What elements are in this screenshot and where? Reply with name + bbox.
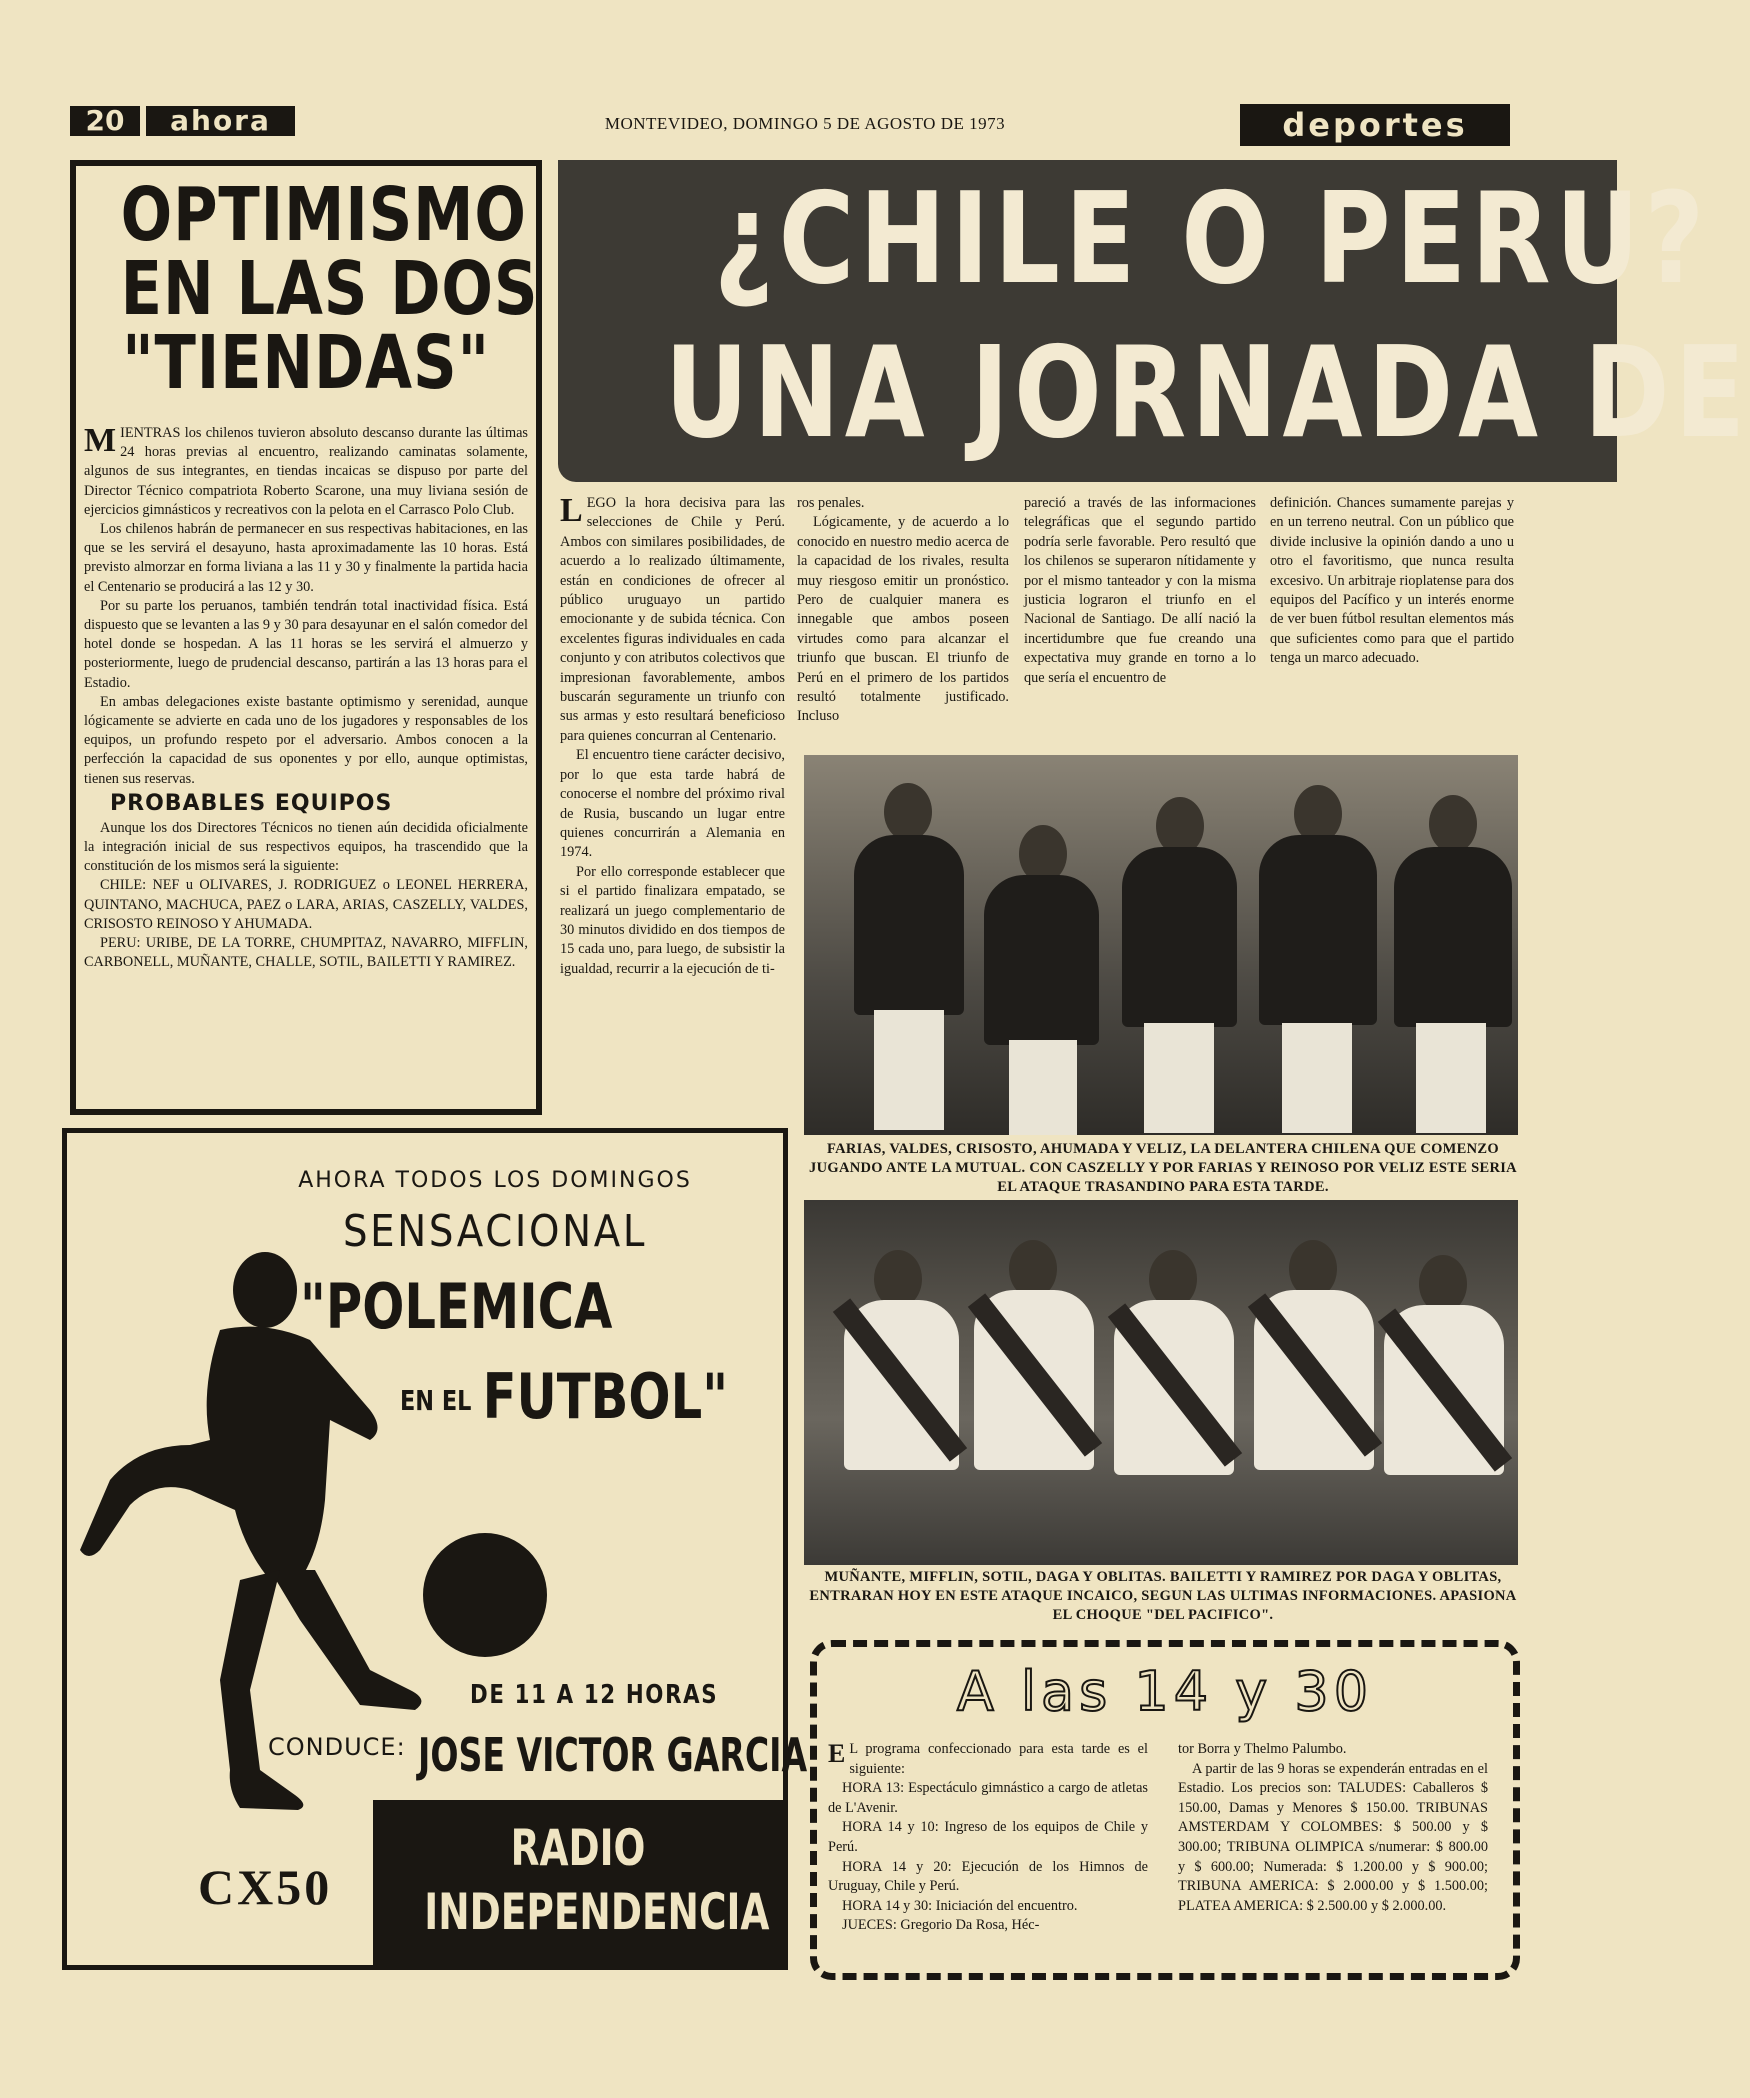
ad-sensacional: SENSACIONAL [342,1206,648,1257]
publication-name: ahora [140,106,295,136]
ad-title-prefix: EN EL [400,1384,472,1418]
paragraph: pareció a través de las informaciones telegráficas que el segundo partido podría serle favorable. Pero resultó que los chilenos se superaron nítidamente y por el mismo tanteador y con la misma justicia lograron el triunfo en el Nacional de Santiago. De allí nació la incertidumbre que fue creando una expectativa muy grande en torno a lo que sería el encuentro de [1024,495,1256,686]
ad-program-title-line-2: EN EL FUTBOL" [400,1360,729,1433]
paragraph: MIENTRAS los chilenos tuvieron absoluto descanso durante las últimas 24 horas previas al encuentro, realizando caminatas solamente, algunos de sus integrantes, en tiendas incaicas se dispuso por parte del Director Técnico compatriota Roberto Scarone, una muy liviana sesión de ejercicios gimnásticos y recreativos con la pelota en el Carrasco Polo Club. [84,422,528,518]
paragraph: definición. Chances sumamente parejas y en un terreno neutral. Con un público que divide inclusive la opinión dando a uno u otro el favoritismo, que nunca resulta excesivo. Un arbitraje rioplatense para dos equipos del Pacífico y un interés enorme de ver buen fútbol resultan elementos más que suficientes como para que el partido tenga un marco adecuado. [1270,495,1514,667]
paragraph: El encuentro tiene carácter decisivo, por lo que esta tarde habrá de conocerse el nombre del próximo rival de Rusia, buscando un lugar entre quienes concurrirán a Alemania en 1974. [560,747,785,861]
player-legs [1144,1023,1214,1133]
schedule-item: HORA 14 y 10: Ingreso de los equipos de Chile y Perú. [828,1819,1148,1855]
program-title: A las 14 y 30 [956,1660,1374,1723]
photo-peru-forwards [804,1200,1518,1565]
paragraph: Los chilenos habrán de permanecer en sus respectivas habitaciones, en las que se les servirá el desayuno, hasta aproximadamente las 10 horas. Está previsto almorzar en forma liviana a las 11 y 30 y finalmente la partida hacia el Centenario se producirá a las 12 y 30. [84,521,528,595]
program-column-2 [1178,1740,1488,1916]
left-article-title [120,172,539,406]
player-legs [874,1010,944,1130]
main-article-column-2 [797,494,1009,727]
player-legs [1416,1023,1486,1133]
schedule-item: HORA 13: Espectáculo gimnástico a cargo de atletas de L'Avenir. [828,1780,1148,1816]
photo-caption-peru: MUÑANTE, MIFFLIN, SOTIL, DAGA Y OBLITAS. BAILETTI Y RAMIREZ POR DAGA Y OBLITAS, ENTRARAN HOY EN ESTE ATAQUE INCAICO, SEGUN LAS ULTIMAS INFORMACIONES. APASIONA EL CHOQUE "DEL PACIFICO". [809,1569,1517,1623]
ad-station-name [373,1816,783,1944]
title-line-1: OPTIMISMO [120,172,527,258]
player-legs [1009,1040,1077,1135]
paragraph: Por ello corresponde establecer que si el partido finalizara empatado, se realizará un juego complementario de 30 minutos dividido en dos tiempos de 15 cada uno, para luego, de subsistir la igualdad, recurrir a la ejecución de ti- [560,863,785,977]
player-figure [854,835,964,1015]
paragraph: Aunque los dos Directores Técnicos no tienen aún decidida oficialmente la integración inicial de sus respectivos equipos, ha trascendido que la constitución de los mismos será la siguiente: [84,819,528,875]
drop-cap: E [828,1739,846,1768]
headline-banner [558,160,1750,482]
player-head [884,783,932,841]
subheading: PROBABLES EQUIPOS [110,790,393,816]
paragraph: LEGO la hora decisiva para las selecciones de Chile y Perú. Ambos con similares posibilidades, de acuerdo a lo realizado últimamente, están en condiciones de ofrecer al público uruguayo un partido emocionante y de subida técnica. Con excelentes figuras individuales en cada conjunto y con atributos colectivos que impresionan favorablemente, ambos buscarán seguramente un triunfo con sus armas y esto resultará beneficioso para quienes concurran al Centenario. [560,492,785,744]
paragraph: ros penales. [797,495,865,511]
paragraph: PERU: URIBE, DE LA TORRE, CHUMPITAZ, NAVARRO, MIFFLIN, CARBONELL, MUÑANTE, CHALLE, SOTIL, BAILETTI Y RAMIREZ. [84,935,528,971]
left-article-body [84,424,528,972]
drop-cap: M [84,422,117,459]
photo-caption-chile: FARIAS, VALDES, CRISOSTO, AHUMADA Y VELIZ, LA DELANTERA CHILENA QUE COMENZO JUGANDO ANTE LA MUTUAL. CON CASZELLY Y POR FARIAS Y REINOSO POR VELIZ ESTE SERIA EL ATAQUE TRASANDINO PARA ESTA TARDE. [809,1141,1517,1195]
title-line-2: EN LAS DOS [120,246,539,332]
dateline: MONTEVIDEO, DOMINGO 5 DE AGOSTO DE 1973 [604,114,1006,133]
page-number: 20 [70,106,140,136]
player-figure [1259,835,1377,1025]
ad-host-name: JOSE VICTOR GARCIA [418,1728,808,1782]
paragraph: tor Borra y Thelmo Palumbo. [1178,1741,1347,1757]
ad-station-callsign: CX50 [198,1859,333,1915]
ad-program-title-line-1: "POLEMICA [300,1270,613,1343]
paragraph: Por su parte los peruanos, también tendrán total inactividad física. Está dispuesto que se levanten a las 9 y 30 para desayunar en el salón comedor del hotel donde se hospedan. A las 11 horas se les servirá el almuerzo y posteriormente, luego de prudencial descanso, partirán a las 13 horas para el Estadio. [84,597,528,691]
ad-station-line-2: INDEPENDENCIA [424,1883,770,1941]
soccer-player-silhouette-icon [70,1250,550,1810]
paragraph: CHILE: NEF u OLIVARES, J. RODRIGUEZ o LEONEL HERRERA, QUINTANO, MACHUCA, PAEZ o LARA, ARIAS, CASZELLY, VALDES, CRISOSTO REINOSO Y AHUMADA. [84,877,528,932]
schedule-item: HORA 14 y 20: Ejecución de los Himnos de Uruguay, Chile y Perú. [828,1858,1148,1895]
referees: JUECES: Gregorio Da Rosa, Héc- [842,1917,1040,1934]
main-article-column-4 [1270,494,1514,669]
paragraph: Lógicamente, y de acuerdo a lo conocido en nuestro medio acerca de la capacidad de los rivales, resulta muy riesgoso emitir un pronóstico. Pero de cualquier manera es innegable que ambos poseen virtudes como para alcanzar el triunfo que buscan. El triunfo de Perú en el primero de los partidos resultó totalmente justificado. Incluso [797,514,1009,725]
drop-cap: L [560,492,583,529]
schedule-item: HORA 14 y 30: Iniciación del encuentro. [842,1897,1078,1914]
paragraph: E L programa confeccionado para esta tarde es el siguiente: [828,1739,1148,1777]
ad-broadcast-hours: DE 11 A 12 HORAS [470,1680,719,1710]
photo-chile-forwards [804,755,1518,1135]
title-line-3: "TIENDAS" [122,320,490,406]
player-figure [1394,847,1512,1027]
ticket-prices: A partir de las 9 horas se expenderán entradas en el Estadio. Los precios son: TALUDES: Caballeros $ 150.00, Damas y Menores $ 150.00. TRIBUNAS AMSTERDAM Y COLOMBES: $ 500.00 y $ 300.00; TRIBUNA OLIMPICA s/numerar: $ 800.00 y $ 600.00; Numerada: $ 1.200.00 y $ 900.00; TRIBUNA AMERICA: $ 2.000.00 y $ 1.500.00; PLATEA AMERICA: $ 2.500.00 y $ 2.000.00. [1178,1760,1488,1914]
program-column-1 [828,1740,1148,1936]
section-label: deportes [1240,104,1510,146]
ad-station-line-1: RADIO [510,1819,646,1877]
main-article-column-1 [560,494,785,979]
player-legs [1282,1023,1352,1133]
headline-line-2: UNA JORNADA DE [664,319,1750,466]
ad-host-label: CONDUCE: [268,1733,406,1761]
ad-top-line: AHORA TODOS LOS DOMINGOS [298,1168,692,1193]
player-figure [1122,847,1237,1027]
player-head [1429,795,1477,853]
player-figure [984,875,1099,1045]
headline-line-1: ¿CHILE O PERU? [713,165,1710,312]
main-article-column-3 [1024,494,1256,688]
paragraph: En ambas delegaciones existe bastante optimismo y serenidad, aunque lógicamente se advierte en cada uno de los jugadores y responsables de los equipos, un profundo respeto por el adversario. Ambos conocen a la perfección la capacidad de sus oponentes y por ello, aunque optimistas, tienen sus reservas. [84,693,528,787]
